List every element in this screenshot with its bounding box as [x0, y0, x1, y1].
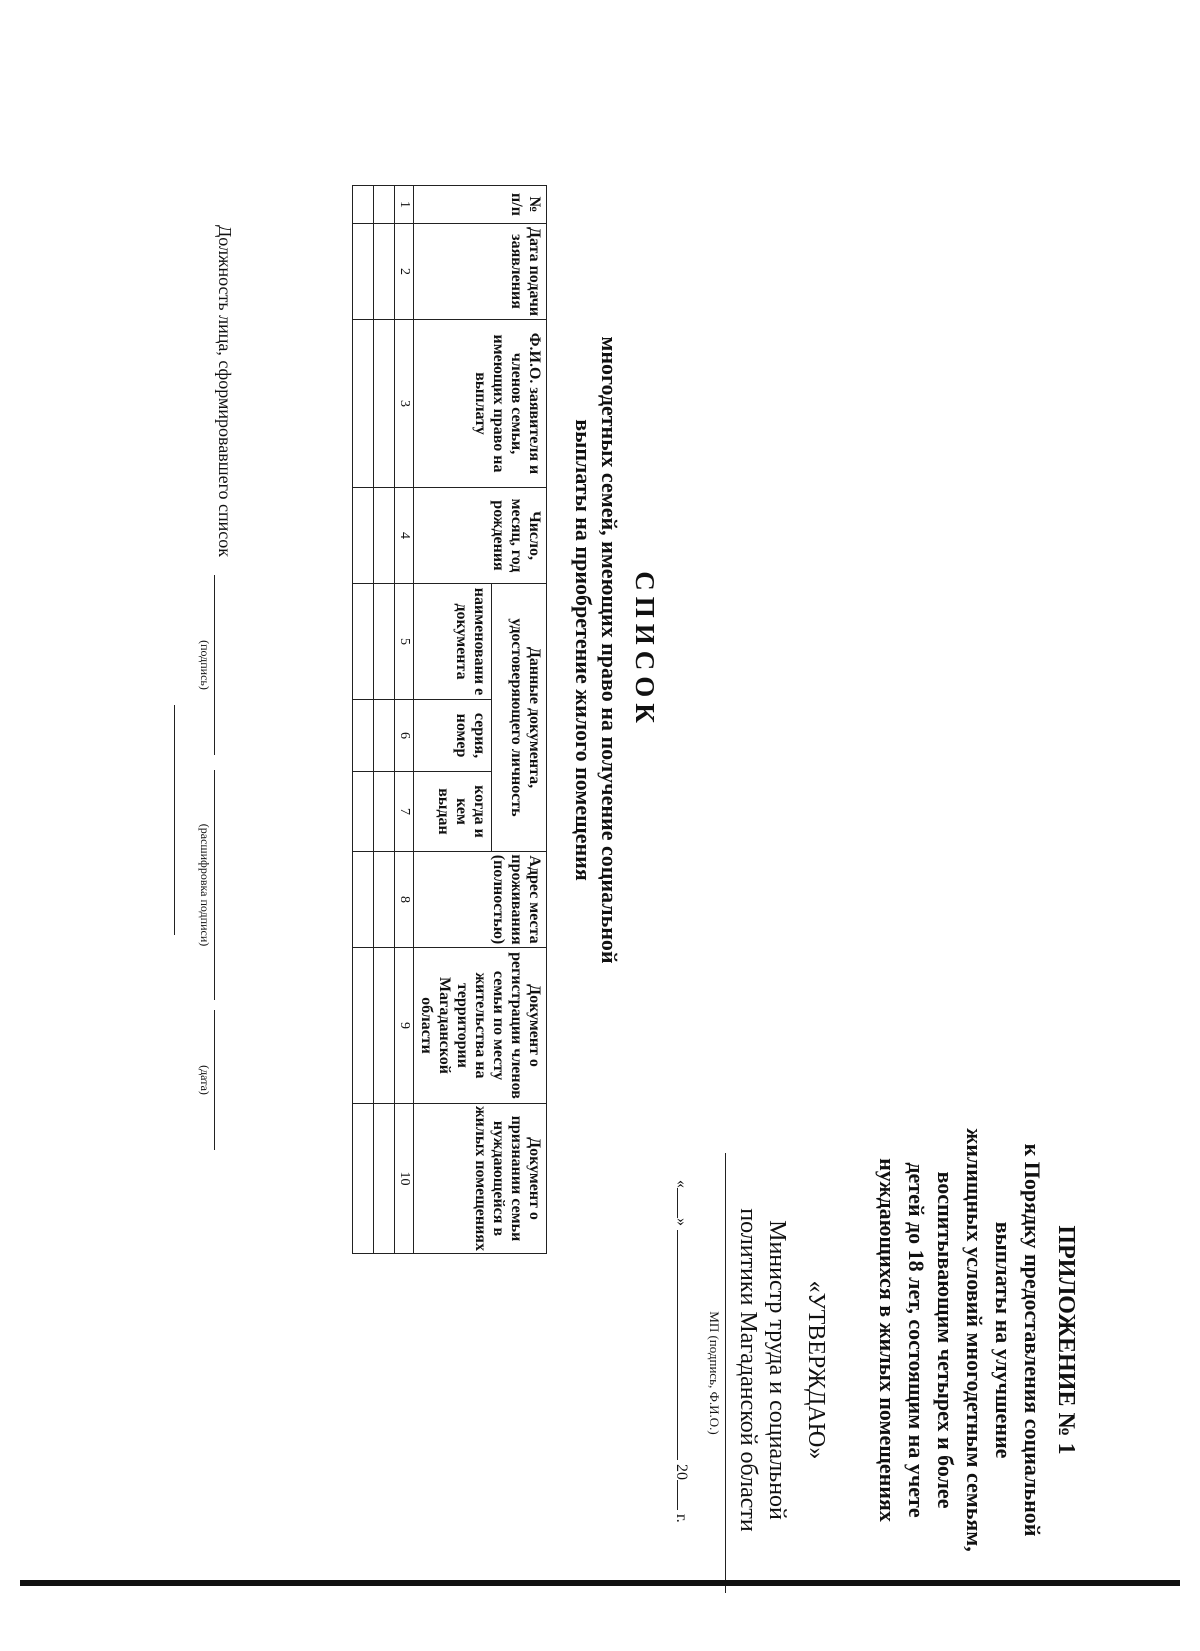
table-cell [374, 772, 395, 852]
approval-signature-line [725, 1153, 726, 1593]
approval-position-line2: политики Магаданской области [735, 1208, 761, 1532]
table-cell [374, 1104, 395, 1254]
column-number: 2 [395, 224, 414, 320]
appendix-line: нуждающихся в жилых помещениях [875, 1158, 900, 1522]
signature-caption: (подпись) [198, 640, 212, 690]
table-row [353, 186, 374, 1254]
table-cell [374, 488, 395, 584]
table-cell [353, 852, 374, 948]
table-cell [353, 1104, 374, 1254]
header-date: Дата подачи заявления [414, 224, 547, 320]
signature-label: Должность лица, сформировавшего список [215, 225, 235, 557]
table-cell [353, 186, 374, 224]
table-cell [353, 320, 374, 488]
appendix-line: жилищных условий многодетным семьям, [962, 1128, 987, 1552]
table-cell [374, 224, 395, 320]
date-close-quote: » [673, 1218, 690, 1226]
appendix-line: детей до 18 лет, состоящим на учете [904, 1162, 929, 1518]
column-number: 1 [395, 186, 414, 224]
signature-date-line [214, 1010, 215, 1150]
signature-line [214, 575, 215, 755]
header-doc-series: серия, номер [414, 700, 492, 772]
column-number: 5 [395, 584, 414, 700]
signature-block [214, 225, 235, 1325]
column-number: 6 [395, 700, 414, 772]
table-cell [374, 584, 395, 700]
header-fio: Ф.И.О. заявителя и членов семьи, имеющих право на выплату [414, 320, 547, 488]
header-doc: Данные документа, удостоверяющего личность [492, 584, 547, 852]
table-cell [353, 700, 374, 772]
table-cell [353, 488, 374, 584]
list-title: СПИСОК [630, 571, 660, 729]
approval-quote: «УТВЕРЖДАЮ» [803, 1280, 829, 1460]
date-year-suffix: г. [673, 1514, 690, 1523]
date-month-blank [677, 1230, 678, 1460]
column-number: 3 [395, 320, 414, 488]
header-registration: Документ о регистрации членов семьи по месту жительства на территории Магаданской области [414, 948, 547, 1104]
approval-date [672, 1180, 690, 1600]
signature-extra-line [174, 705, 175, 935]
table-cell [353, 584, 374, 700]
table-cell [353, 948, 374, 1104]
header-birth: Число, месяц, год рождения [414, 488, 547, 584]
signature-decode-line [214, 770, 215, 1000]
column-number: 7 [395, 772, 414, 852]
column-number: 10 [395, 1104, 414, 1254]
approval-position-line1: Министр труда и социальной [764, 1220, 790, 1520]
list-subtitle-line2: выплаты на приобретение жилого помещения [571, 419, 596, 881]
column-number: 4 [395, 488, 414, 584]
page-edge-line [20, 1580, 1180, 1586]
header-doc-name: наименовани е документа [414, 584, 492, 700]
families-table [352, 185, 547, 1254]
date-open-quote: « [673, 1180, 690, 1188]
table-cell [374, 320, 395, 488]
approval-block [733, 1140, 830, 1600]
table-number-row [395, 186, 414, 1254]
appendix-title: ПРИЛОЖЕНИЕ № 1 [1053, 1225, 1079, 1455]
appendix-line: воспитывающим четырех и более [933, 1171, 958, 1509]
header-doc-issued: когда и кем выдан [414, 772, 492, 852]
table-cell [374, 186, 395, 224]
header-address: Адрес места проживания (полностью) [414, 852, 547, 948]
date-day-blank [677, 1188, 678, 1218]
date-year-prefix: 20 [673, 1464, 690, 1480]
table-cell [374, 948, 395, 1104]
table-cell [374, 700, 395, 772]
list-subtitle-line1: многодетных семей, имеющих право на получение социальной [597, 336, 622, 964]
table-row [374, 186, 395, 1254]
table-cell [353, 224, 374, 320]
header-no: № п/п [414, 186, 547, 224]
appendix-line: к Порядку предоставления социальной [1020, 1143, 1045, 1537]
appendix-header [873, 1070, 1080, 1610]
appendix-line: выплаты на улучшение [991, 1221, 1016, 1459]
list-subtitle [570, 190, 622, 1110]
column-number: 8 [395, 852, 414, 948]
header-need: Документ о признании семьи нуждающейся в жилых помещениях [414, 1104, 547, 1254]
table-cell [353, 772, 374, 852]
table-header-row [492, 186, 547, 1254]
signature-decode-caption: (расшифровка подписи) [198, 823, 212, 947]
column-number: 9 [395, 948, 414, 1104]
approval-caption: МП (подпись, Ф.И.О.) [707, 1311, 722, 1435]
date-year-blank [677, 1480, 678, 1510]
table-cell [374, 852, 395, 948]
signature-date-caption: (дата) [198, 1065, 212, 1095]
